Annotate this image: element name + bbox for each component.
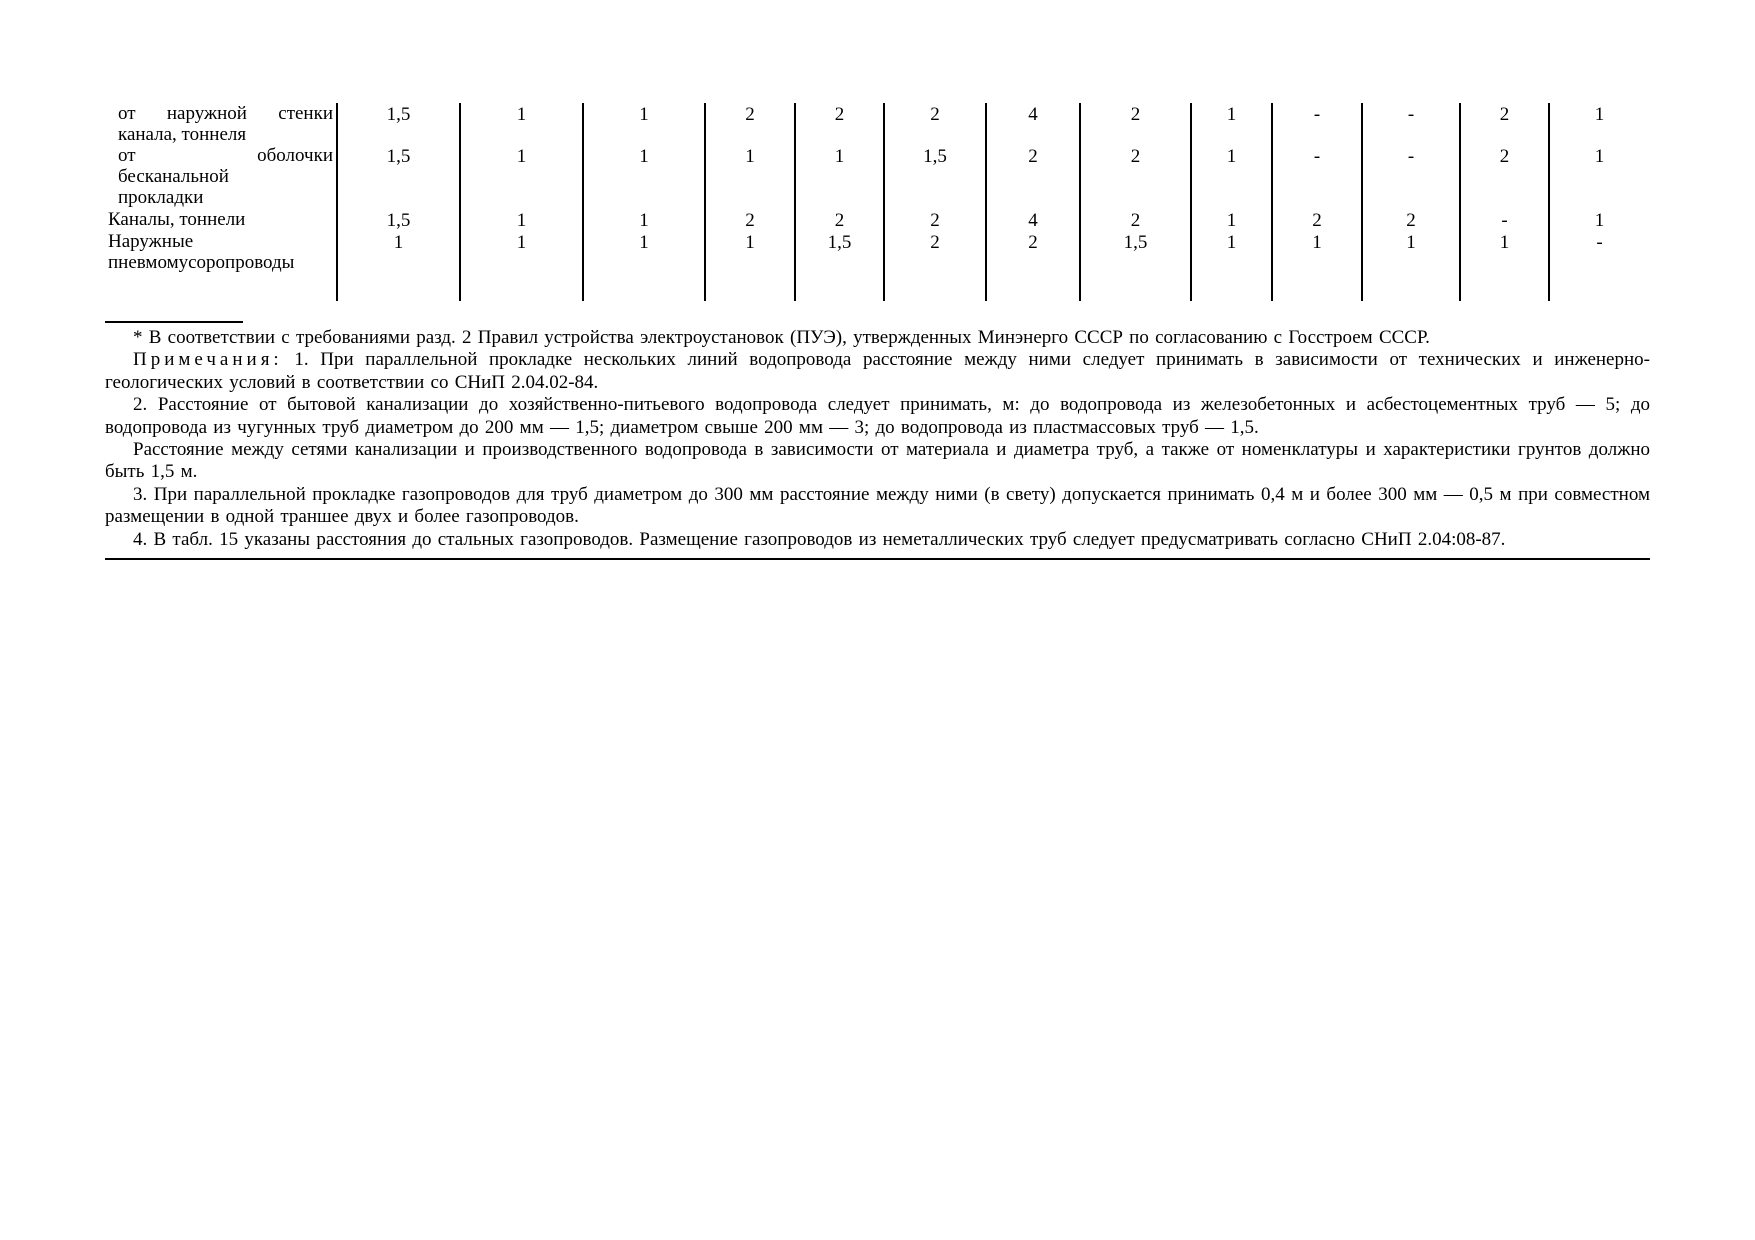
table-cell: 1,5 <box>337 145 460 209</box>
table-row <box>100 209 1649 231</box>
table-cell: 1 <box>1362 231 1460 301</box>
table-cell: 1 <box>1549 103 1649 145</box>
table-cell: 1 <box>583 103 705 145</box>
table-cell: 2 <box>1080 209 1191 231</box>
table-cell: - <box>1272 103 1362 145</box>
notes-section <box>105 327 1650 551</box>
table-body <box>100 103 1649 301</box>
table-cell: 1 <box>795 145 884 209</box>
table-cell: 1 <box>337 231 460 301</box>
table-cell: 1 <box>460 145 583 209</box>
table-cell: 1 <box>1549 209 1649 231</box>
table-cell: 1 <box>460 209 583 231</box>
row-label <box>100 103 337 145</box>
table-cell: 1 <box>1191 103 1272 145</box>
table-cell: 1 <box>1191 145 1272 209</box>
note-1-text: 1. При параллельной прокладке нескольких линий водопровода расстояние между ними следует принимать в зависимости от технических и инженерно-геологических условий в соответствии со СНиП 2.04.02-84. <box>105 349 1650 393</box>
footnote-separator <box>105 321 243 323</box>
table-cell: 4 <box>986 209 1080 231</box>
table-cell: 2 <box>986 145 1080 209</box>
notes-label: Примечания: <box>133 349 283 371</box>
note-2-continued: Расстояние между сетями канализации и производственного водопровода в зависимости от материала и диаметра труб, а также от номенклатуры и характеристики грунтов должно быть 1,5 м. <box>105 439 1650 483</box>
footnote-star-text: * В соответствии с требованиями разд. 2 Правил устройства электроустановок (ПУЭ), утвержденных Минэнерго СССР по согласованию с Госстроем СССР. <box>133 327 1430 348</box>
table-cell: 2 <box>795 103 884 145</box>
row-label <box>100 231 337 301</box>
row-label-line: бесканальной <box>118 166 229 187</box>
table-cell: 1,5 <box>1080 231 1191 301</box>
table-cell: - <box>1362 145 1460 209</box>
table-cell: - <box>1549 231 1649 301</box>
row-label-line: от наружной стенки <box>118 103 333 124</box>
table-cell: 2 <box>884 103 986 145</box>
table-row <box>100 231 1649 301</box>
table-cell: 1 <box>705 231 795 301</box>
table-cell: 2 <box>1362 209 1460 231</box>
table-cell: - <box>1272 145 1362 209</box>
table-row <box>100 103 1649 145</box>
note-2: 2. Расстояние от бытовой канализации до хозяйственно-питьевого водопровода следует принимать, м: до водопровода из железобетонных и асбестоцементных труб — 5; до водопровода из чугунных труб диаметром до 200 мм — 1,5; диаметром свыше 200 мм — 3; до водопровода из пластмассовых труб — 1,5. <box>105 394 1650 438</box>
row-label-line: Каналы, тоннели <box>108 209 246 230</box>
bottom-rule <box>105 558 1650 560</box>
note-4: 4. В табл. 15 указаны расстояния до стальных газопроводов. Размещение газопроводов из неметаллических труб следует предусматривать согласно СНиП 2.04:08-87. <box>133 528 1506 550</box>
table-cell: 1 <box>1272 231 1362 301</box>
table-cell: 1 <box>583 209 705 231</box>
distances-table <box>100 103 1649 301</box>
table-cell: 1 <box>583 231 705 301</box>
table-cell: 1 <box>1191 231 1272 301</box>
table-cell: 2 <box>1460 145 1549 209</box>
table-cell: 1,5 <box>337 103 460 145</box>
table-cell: 2 <box>884 231 986 301</box>
table-cell: 1,5 <box>337 209 460 231</box>
distances-table-wrap <box>100 103 1649 301</box>
table-cell: 2 <box>1080 103 1191 145</box>
table-cell: 1 <box>460 103 583 145</box>
table-cell: 1 <box>1549 145 1649 209</box>
table-row <box>100 145 1649 209</box>
table-cell: 2 <box>1460 103 1549 145</box>
row-label-line: прокладки <box>118 187 204 208</box>
table-cell: 1,5 <box>884 145 986 209</box>
row-label <box>100 209 337 231</box>
table-cell: 2 <box>705 103 795 145</box>
table-cell: 1 <box>460 231 583 301</box>
table-cell: 1 <box>1460 231 1549 301</box>
table-cell: 2 <box>884 209 986 231</box>
table-cell: 2 <box>986 231 1080 301</box>
table-cell: 2 <box>1080 145 1191 209</box>
table-cell: 2 <box>1272 209 1362 231</box>
row-label-line: пневмомусоропроводы <box>108 252 295 273</box>
note-3: 3. При параллельной прокладке газопроводов для труб диаметром до 300 мм расстояние между ними (в свету) допускается принимать 0,4 м и более 300 мм — 0,5 м при совместном размещении в одной траншее двух и более газопроводов. <box>105 483 1650 528</box>
table-cell: 4 <box>986 103 1080 145</box>
row-label-line: Наружные <box>108 231 194 252</box>
table-cell: - <box>1460 209 1549 231</box>
row-label-line: от оболочки <box>118 145 333 166</box>
row-label <box>100 145 337 209</box>
table-cell: 1 <box>583 145 705 209</box>
table-cell: 1 <box>705 145 795 209</box>
table-cell: 2 <box>705 209 795 231</box>
table-cell: 2 <box>795 209 884 231</box>
table-cell: - <box>1362 103 1460 145</box>
table-cell: 1 <box>1191 209 1272 231</box>
row-label-line: канала, тоннеля <box>118 124 247 145</box>
note-1 <box>105 349 1650 394</box>
table-cell: 1,5 <box>795 231 884 301</box>
